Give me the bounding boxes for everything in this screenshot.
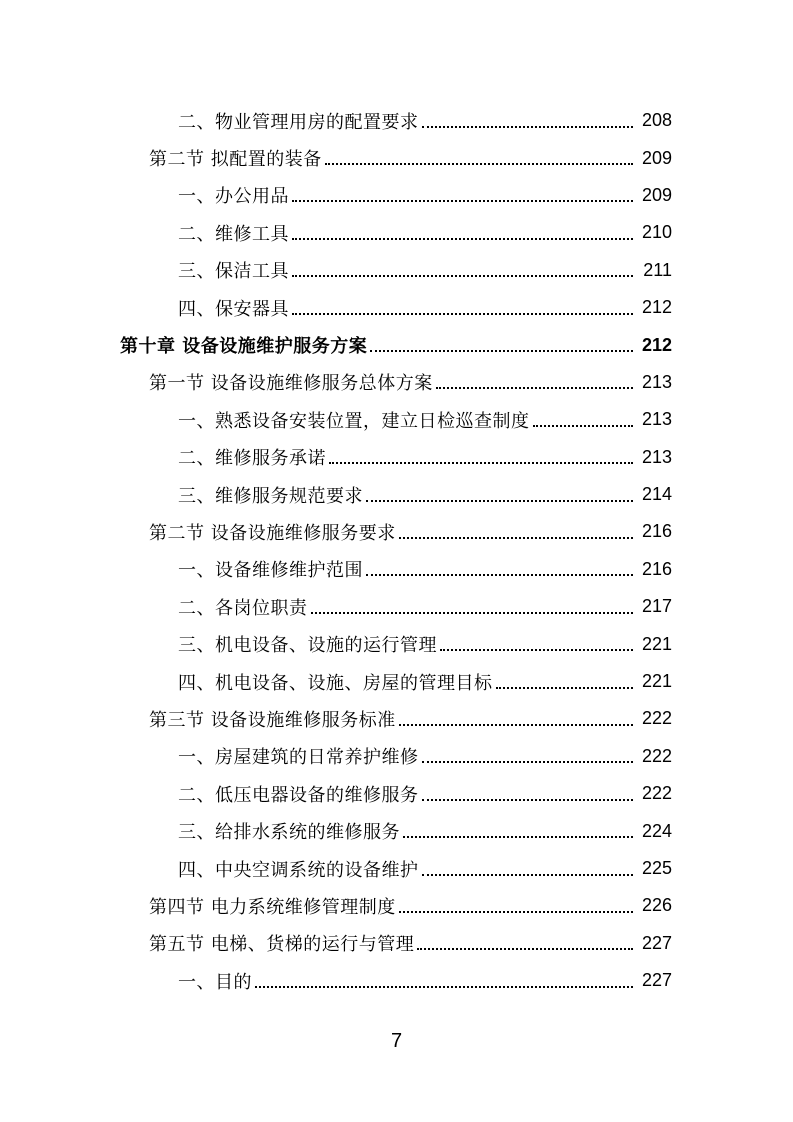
toc-entry[interactable] [0, 102, 793, 139]
toc-entry[interactable] [0, 476, 793, 513]
toc-entry-page: 210 [641, 222, 672, 243]
toc-entry-title: 二、物业管理用房的配置要求 [178, 111, 419, 133]
toc-entry-page: 227 [641, 932, 672, 953]
toc-entry[interactable] [0, 551, 793, 588]
toc-entry-page: 224 [641, 820, 672, 841]
toc-entry[interactable] [0, 364, 793, 401]
toc-entry-page: 227 [641, 970, 672, 991]
toc-dot-leader [440, 649, 633, 651]
toc-entry-page: 225 [641, 858, 672, 878]
toc-dot-leader [292, 200, 633, 202]
toc-entry-title: 三、给排水系统的维修服务 [178, 822, 400, 844]
toc-dot-leader [366, 574, 633, 576]
toc-entry-page: 211 [643, 259, 672, 280]
toc-dot-leader [370, 350, 633, 352]
toc-entry-title: 四、保安器具 [178, 298, 289, 320]
toc-dot-leader [325, 163, 633, 165]
toc-dot-leader [292, 275, 633, 277]
toc-entry-page: 212 [641, 334, 672, 355]
toc-dot-leader [422, 761, 634, 763]
toc-entry-page: 222 [641, 745, 672, 766]
toc-dot-leader [403, 836, 633, 838]
toc-entry[interactable] [0, 513, 793, 550]
toc-entry[interactable] [0, 252, 793, 289]
toc-entry-title: 四、中央空调系统的设备维护 [178, 859, 419, 881]
toc-dot-leader [255, 986, 633, 988]
toc-dot-leader [399, 537, 633, 539]
toc-entry-page: 209 [641, 147, 672, 168]
toc-dot-leader [417, 948, 633, 950]
toc-dot-leader [311, 612, 634, 614]
toc-entry-title: 二、维修工具 [178, 223, 289, 245]
toc-entry[interactable] [0, 439, 793, 476]
table-of-contents [0, 102, 793, 999]
toc-entry-title: 三、机电设备、设施的运行管理 [178, 635, 437, 657]
toc-entry-page: 213 [641, 446, 672, 467]
toc-entry-title: 一、熟悉设备安装位置，建立日检巡查制度 [178, 410, 530, 432]
toc-entry[interactable] [0, 625, 793, 662]
toc-entry-title: 一、办公用品 [178, 186, 289, 208]
toc-entry-page: 226 [641, 895, 672, 916]
toc-dot-leader [496, 687, 634, 689]
toc-entry-page: 213 [641, 371, 672, 392]
toc-entry-page: 208 [641, 110, 672, 131]
page-number: 7 [390, 1030, 403, 1052]
toc-entry-title: 四、机电设备、设施、房屋的管理目标 [178, 672, 493, 694]
toc-entry-title: 一、设备维修维护范围 [178, 560, 363, 582]
toc-dot-leader [399, 911, 633, 913]
toc-dot-leader [292, 238, 633, 240]
toc-entry[interactable] [0, 812, 793, 849]
toc-entry-page: 214 [641, 484, 672, 505]
toc-entry-page: 216 [641, 558, 672, 579]
toc-entry[interactable] [0, 925, 793, 962]
toc-entry-title: 第十章 设备设施维护服务方案 [120, 336, 368, 358]
toc-entry-title: 一、房屋建筑的日常养护维修 [178, 747, 419, 769]
toc-entry-title: 第三节 设备设施维修服务标准 [149, 709, 396, 731]
toc-dot-leader [366, 500, 633, 502]
toc-entry-title: 三、维修服务规范要求 [178, 485, 363, 507]
toc-entry-page: 221 [641, 671, 672, 692]
toc-entry[interactable] [0, 588, 793, 625]
toc-dot-leader [422, 874, 634, 876]
toc-entry-title: 第四节 电力系统维修管理制度 [149, 896, 396, 918]
toc-entry[interactable] [0, 775, 793, 812]
toc-entry-title: 第一节 设备设施维修服务总体方案 [149, 373, 433, 395]
toc-entry[interactable] [0, 289, 793, 326]
toc-entry-title: 二、维修服务承诺 [178, 448, 326, 470]
toc-dot-leader [422, 799, 634, 801]
toc-dot-leader [399, 724, 633, 726]
toc-entry-page: 222 [641, 783, 672, 804]
toc-entry-page: 217 [641, 596, 672, 617]
toc-entry-title: 二、各岗位职责 [178, 597, 308, 619]
toc-entry-title: 三、保洁工具 [178, 261, 289, 283]
toc-entry-title: 一、目的 [178, 971, 252, 993]
toc-entry-page: 221 [641, 633, 672, 654]
toc-dot-leader [292, 313, 633, 315]
toc-entry[interactable] [0, 962, 793, 999]
toc-entry[interactable] [0, 326, 793, 363]
toc-entry[interactable] [0, 139, 793, 176]
toc-entry-page: 212 [641, 297, 672, 318]
toc-entry-title: 第二节 拟配置的装备 [149, 149, 322, 171]
toc-entry[interactable] [0, 214, 793, 251]
toc-entry-title: 二、低压电器设备的维修服务 [178, 784, 419, 806]
toc-entry[interactable] [0, 401, 793, 438]
toc-entry-title: 第二节 设备设施维修服务要求 [149, 522, 396, 544]
toc-entry-page: 222 [641, 708, 672, 729]
toc-dot-leader [436, 387, 633, 389]
toc-entry-title: 第五节 电梯、货梯的运行与管理 [149, 934, 415, 956]
toc-entry-page: 209 [641, 184, 672, 205]
toc-dot-leader [422, 126, 634, 128]
toc-dot-leader [329, 462, 633, 464]
toc-entry[interactable] [0, 663, 793, 700]
toc-entry[interactable] [0, 850, 793, 887]
toc-entry[interactable] [0, 177, 793, 214]
toc-entry[interactable] [0, 738, 793, 775]
toc-entry-page: 213 [641, 409, 672, 430]
toc-dot-leader [533, 425, 634, 427]
toc-entry-page: 216 [641, 521, 672, 542]
toc-entry[interactable] [0, 700, 793, 737]
toc-entry[interactable] [0, 887, 793, 924]
